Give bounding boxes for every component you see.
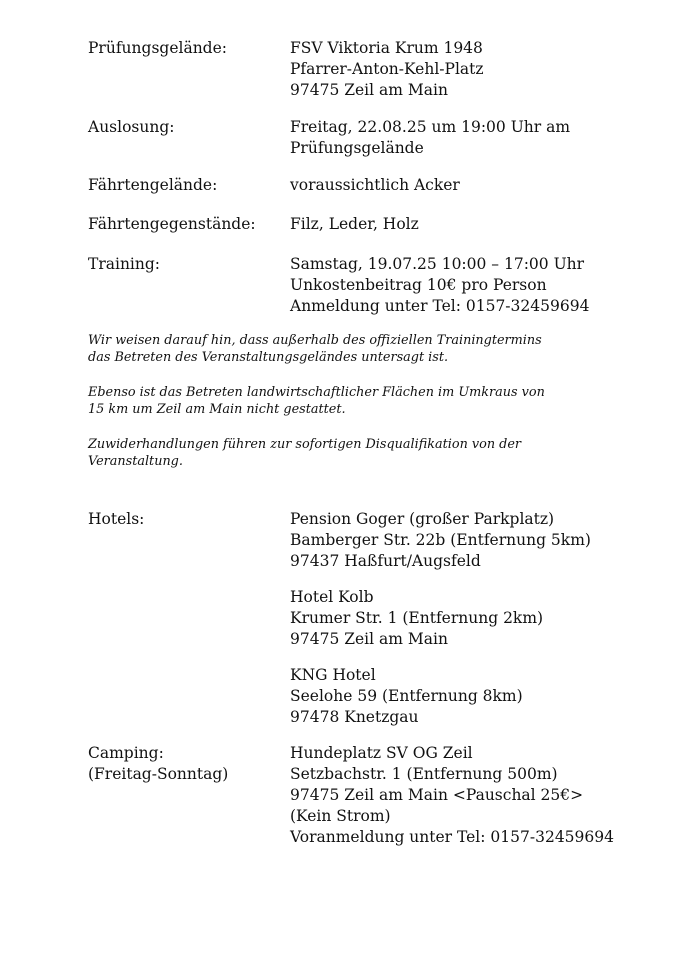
camping-details xyxy=(290,743,614,848)
hotels-label: Hotels: xyxy=(88,510,145,528)
draw-line: Prüfungsgelände xyxy=(290,139,424,157)
training-label: Training: xyxy=(88,255,161,273)
training-details xyxy=(290,254,589,317)
track-items-label: Fährtengegenstände: xyxy=(88,215,256,233)
hotel-line: KNG Hotel xyxy=(290,666,376,684)
draw-label: Auslosung: xyxy=(88,118,175,136)
camping-line: (Kein Strom) xyxy=(290,807,391,825)
camping-label-line: (Freitag-Sonntag) xyxy=(88,765,229,783)
training-line: Anmeldung unter Tel: 0157-32459694 xyxy=(290,297,590,315)
track-area-label: Fährtengelände: xyxy=(88,176,218,194)
hotel-line: Pension Goger (großer Parkplatz) xyxy=(290,510,555,528)
track-area-line: voraussichtlich Acker xyxy=(290,176,460,194)
camping-line: Voranmeldung unter Tel: 0157-32459694 xyxy=(290,828,614,846)
draw-details xyxy=(290,117,570,159)
hotel-line: Krumer Str. 1 (Entfernung 2km) xyxy=(290,609,544,627)
notice-line: Ebenso ist das Betreten landwirtschaftlicher Flächen im Umkraus von xyxy=(88,385,545,400)
camping-line: Setzbachstr. 1 (Entfernung 500m) xyxy=(290,765,558,783)
hotel-line: Bamberger Str. 22b (Entfernung 5km) xyxy=(290,531,591,549)
hotel-line: 97475 Zeil am Main xyxy=(290,630,448,648)
track-items-line: Filz, Leder, Holz xyxy=(290,215,419,233)
venue-details xyxy=(290,38,484,101)
hotel-line: 97437 Haßfurt/Augsfeld xyxy=(290,552,481,570)
camping-line: 97475 Zeil am Main <Pauschal 25€> xyxy=(290,786,584,804)
track-items-details xyxy=(290,214,419,235)
hotel-line: Hotel Kolb xyxy=(290,588,374,606)
venue-line: Pfarrer-Anton-Kehl-Platz xyxy=(290,60,484,78)
notice-paragraph xyxy=(88,332,608,366)
notice-paragraph xyxy=(88,436,608,470)
camping-label-line: Camping: xyxy=(88,744,164,762)
venue-line: 97475 Zeil am Main xyxy=(290,81,448,99)
hotel-entry xyxy=(290,665,523,728)
venue-line: FSV Viktoria Krum 1948 xyxy=(290,39,483,57)
notice-line: das Betreten des Veranstaltungsgeländes untersagt ist. xyxy=(88,350,449,365)
camping-line: Hundeplatz SV OG Zeil xyxy=(290,744,473,762)
notice-paragraph xyxy=(88,384,608,418)
notice-line: Zuwiderhandlungen führen zur sofortigen Disqualifikation von der xyxy=(88,437,522,452)
hotel-entry xyxy=(290,509,591,572)
venue-label: Prüfungsgelände: xyxy=(88,39,227,57)
notice-line: Veranstaltung. xyxy=(88,454,183,469)
notice-line: 15 km um Zeil am Main nicht gestattet. xyxy=(88,402,346,417)
hotel-entry xyxy=(290,587,543,650)
hotel-line: 97478 Knetzgau xyxy=(290,708,419,726)
track-area-details xyxy=(290,175,460,196)
hotel-line: Seelohe 59 (Entfernung 8km) xyxy=(290,687,523,705)
notice-line: Wir weisen darauf hin, dass außerhalb des offiziellen Trainingtermins xyxy=(88,333,542,348)
draw-line: Freitag, 22.08.25 um 19:00 Uhr am xyxy=(290,118,571,136)
training-line: Unkostenbeitrag 10€ pro Person xyxy=(290,276,547,294)
training-line: Samstag, 19.07.25 10:00 – 17:00 Uhr xyxy=(290,255,585,273)
camping-label xyxy=(88,743,228,785)
